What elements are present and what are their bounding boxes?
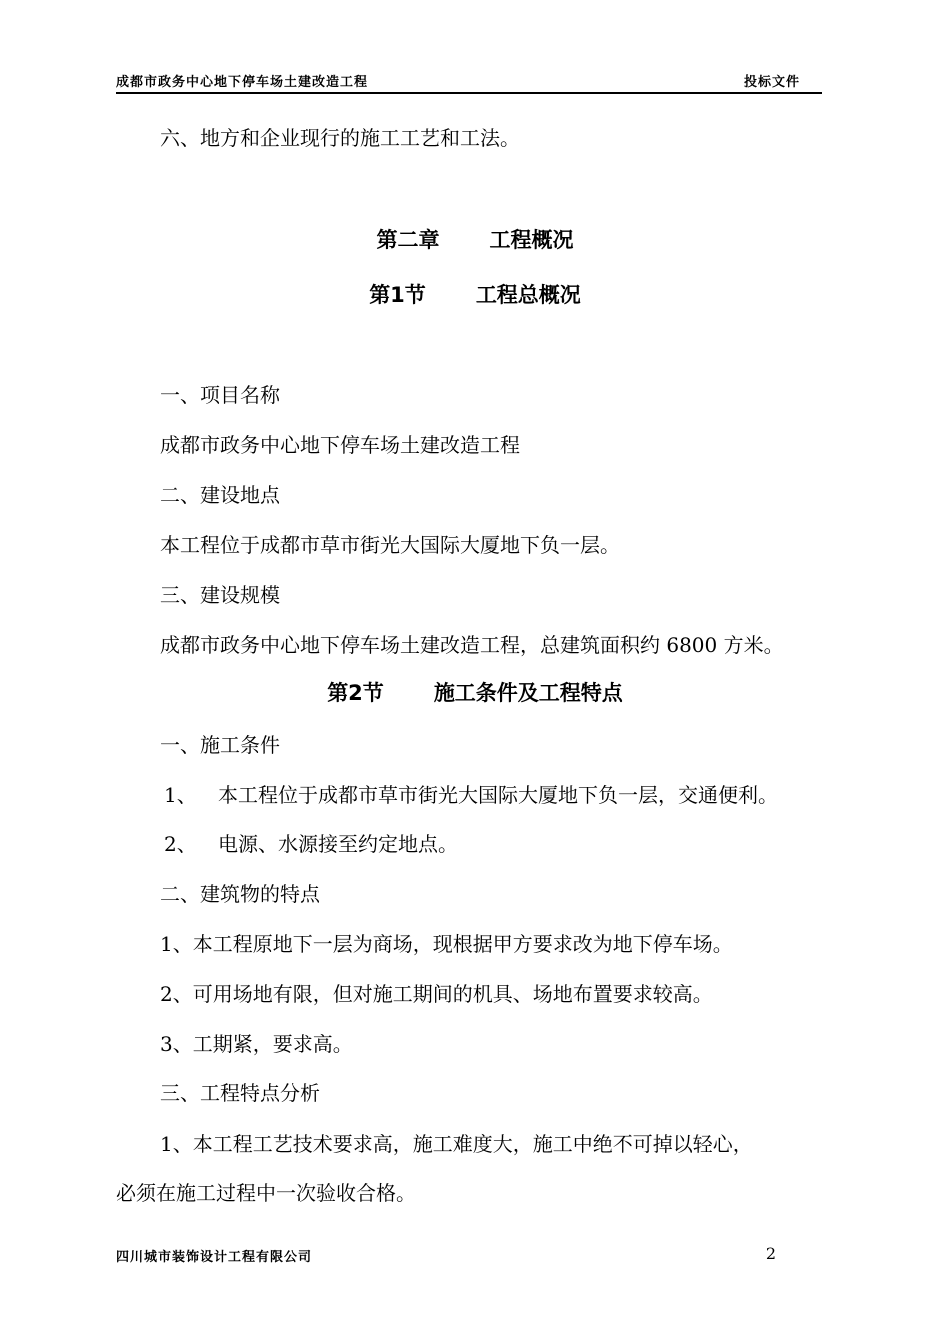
page-header bbox=[116, 68, 822, 94]
condition-2-number: 2、 bbox=[164, 832, 197, 856]
section-1-number: 第1节 bbox=[369, 283, 426, 307]
condition-2-text: 电源、水源接至约定地点。 bbox=[218, 832, 458, 856]
analysis-1-line-2: 必须在施工过程中一次验收合格。 bbox=[116, 1181, 416, 1205]
section-2-number: 第2节 bbox=[327, 681, 384, 705]
condition-1-number: 1、 bbox=[164, 783, 197, 807]
chapter-number: 第二章 bbox=[376, 228, 440, 252]
section-1-title bbox=[0, 280, 950, 310]
section-1-name: 工程总概况 bbox=[475, 283, 581, 307]
features-heading: 二、建筑物的特点 bbox=[160, 882, 320, 906]
chapter-name: 工程概况 bbox=[489, 228, 574, 252]
analysis-1-line-1: 1、本工程工艺技术要求高，施工难度大，施工中绝不可掉以轻心， bbox=[160, 1132, 753, 1156]
footer-company: 四川城市装饰设计工程有限公司 bbox=[116, 1250, 313, 1265]
page-footer bbox=[116, 1246, 822, 1266]
header-project-title: 成都市政务中心地下停车场土建改造工程 bbox=[116, 75, 369, 90]
conditions-heading: 一、施工条件 bbox=[160, 733, 280, 757]
header-document-type: 投标文件 bbox=[743, 75, 800, 90]
project-name-heading: 一、项目名称 bbox=[160, 383, 280, 407]
regulation-item-6: 六、地方和企业现行的施工工艺和工法。 bbox=[160, 126, 520, 150]
project-name-text: 成都市政务中心地下停车场土建改造工程 bbox=[160, 433, 520, 457]
feature-2: 2、可用场地有限，但对施工期间的机具、场地布置要求较高。 bbox=[160, 982, 713, 1006]
scale-text: 成都市政务中心地下停车场土建改造工程，总建筑面积约 6800 方米。 bbox=[160, 633, 784, 657]
page-number: 2 bbox=[765, 1244, 776, 1263]
section-2-title bbox=[0, 678, 950, 708]
location-heading: 二、建设地点 bbox=[160, 483, 280, 507]
feature-3: 3、工期紧，要求高。 bbox=[160, 1032, 353, 1056]
location-text: 本工程位于成都市草市街光大国际大厦地下负一层。 bbox=[160, 533, 620, 557]
analysis-heading: 三、工程特点分析 bbox=[160, 1081, 320, 1105]
scale-heading: 三、建设规模 bbox=[160, 583, 280, 607]
section-2-name: 施工条件及工程特点 bbox=[433, 681, 623, 705]
chapter-title bbox=[0, 225, 950, 255]
condition-1-text: 本工程位于成都市草市街光大国际大厦地下负一层，交通便利。 bbox=[218, 783, 778, 807]
feature-1: 1、本工程原地下一层为商场，现根据甲方要求改为地下停车场。 bbox=[160, 932, 733, 956]
